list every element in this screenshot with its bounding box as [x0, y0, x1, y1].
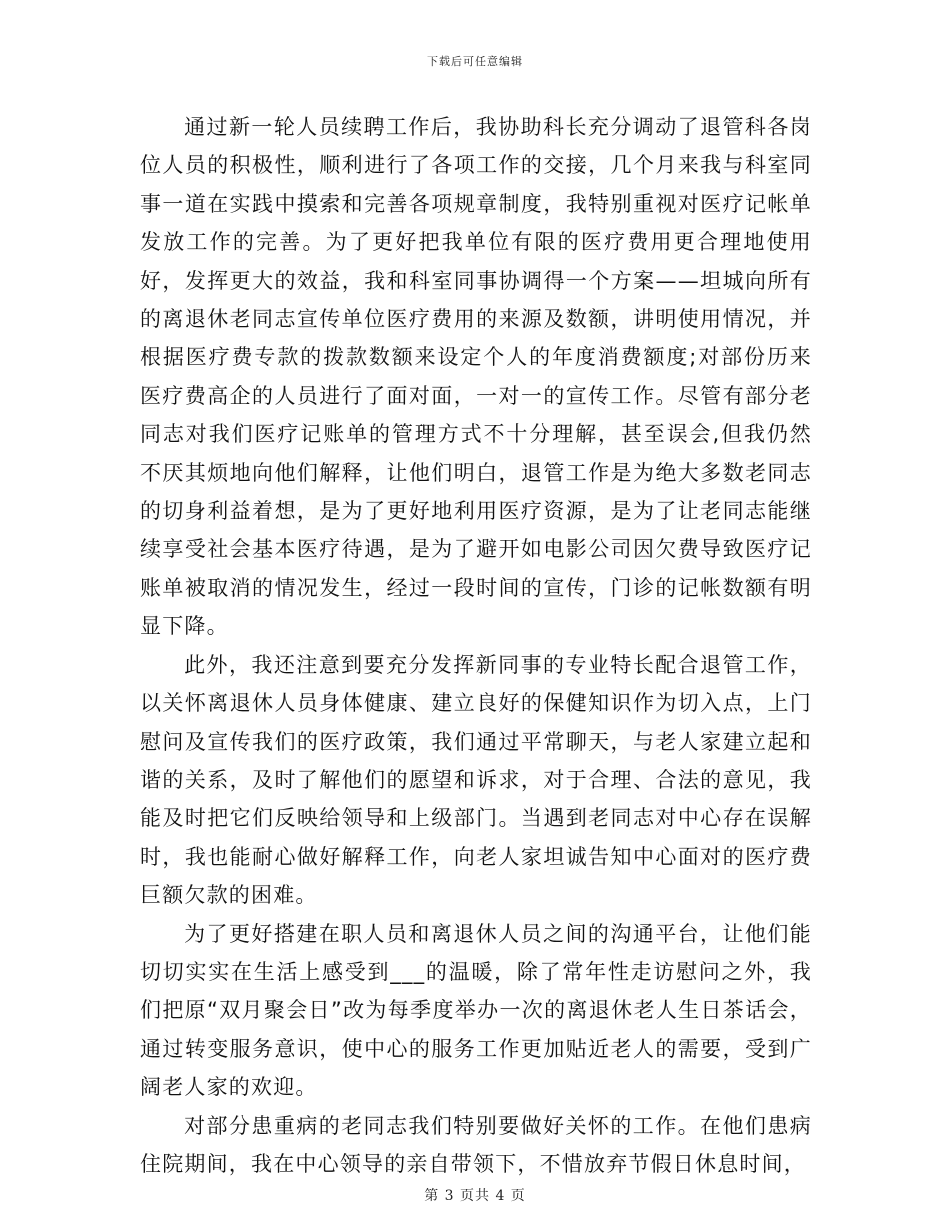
page-header: 下载后可任意编辑 — [427, 55, 523, 68]
paragraph-3: 为了更好搭建在职人员和离退休人员之间的沟通平台，让他们能切切实实在生活上感受到___的温暖，除了常年性走访慰问之外，我们把原“双月聚会日”改为每季度举办一次的离退休老人生日茶话会，通过转变服务意识，使中心的服务工作更加贴近老人的需要，受到广阔老人家的欢迎。 — [140, 921, 812, 1100]
page-footer: 第 3 页共 4 页 — [424, 1188, 526, 1204]
document-body — [140, 108, 812, 1183]
paragraph-2: 此外，我还注意到要充分发挥新同事的专业特长配合退管工作，以关怀离退休人员身体健康、建立良好的保健知识作为切入点，上门慰问及宣传我们的医疗政策，我们通过平常聊天，与老人家建立起和谐的关系，及时了解他们的愿望和诉求，对于合理、合法的意见，我能及时把它们反映给领导和上级部门。当遇到老同志对中心存在误解时，我也能耐心做好解释工作，向老人家坦诚告知中心面对的医疗费巨额欠款的困难。 — [140, 652, 812, 908]
paragraph-4: 对部分患重病的老同志我们特别要做好关怀的工作。在他们患病住院期间，我在中心领导的亲自带领下，不惜放弃节假日休息时间， — [140, 1113, 812, 1176]
paragraph-1: 通过新一轮人员续聘工作后，我协助科长充分调动了退管科各岗位人员的积极性，顺利进行了各项工作的交接，几个月来我与科室同事一道在实践中摸索和完善各项规章制度，我特别重视对医疗记帐单发放工作的完善。为了更好把我单位有限的医疗费用更合理地使用好，发挥更大的效益，我和科室同事协调得一个方案——坦城向所有的离退休老同志宣传单位医疗费用的来源及数额，讲明使用情况，并根据医疗费专款的拨款数额来设定个人的年度消费额度;对部份历来医疗费高企的人员进行了面对面，一对一的宣传工作。尽管有部分老同志对我们医疗记账单的管理方式不十分理解，甚至误会,但我仍然不厌其烦地向他们解释，让他们明白，退管工作是为绝大多数老同志的切身利益着想，是为了更好地利用医疗资源，是为了让老同志能继续享受社会基本医疗待遇，是为了避开如电影公司因欠费导致医疗记账单被取消的情况发生，经过一段时间的宣传，门诊的记帐数额有明显下降。 — [140, 115, 812, 639]
